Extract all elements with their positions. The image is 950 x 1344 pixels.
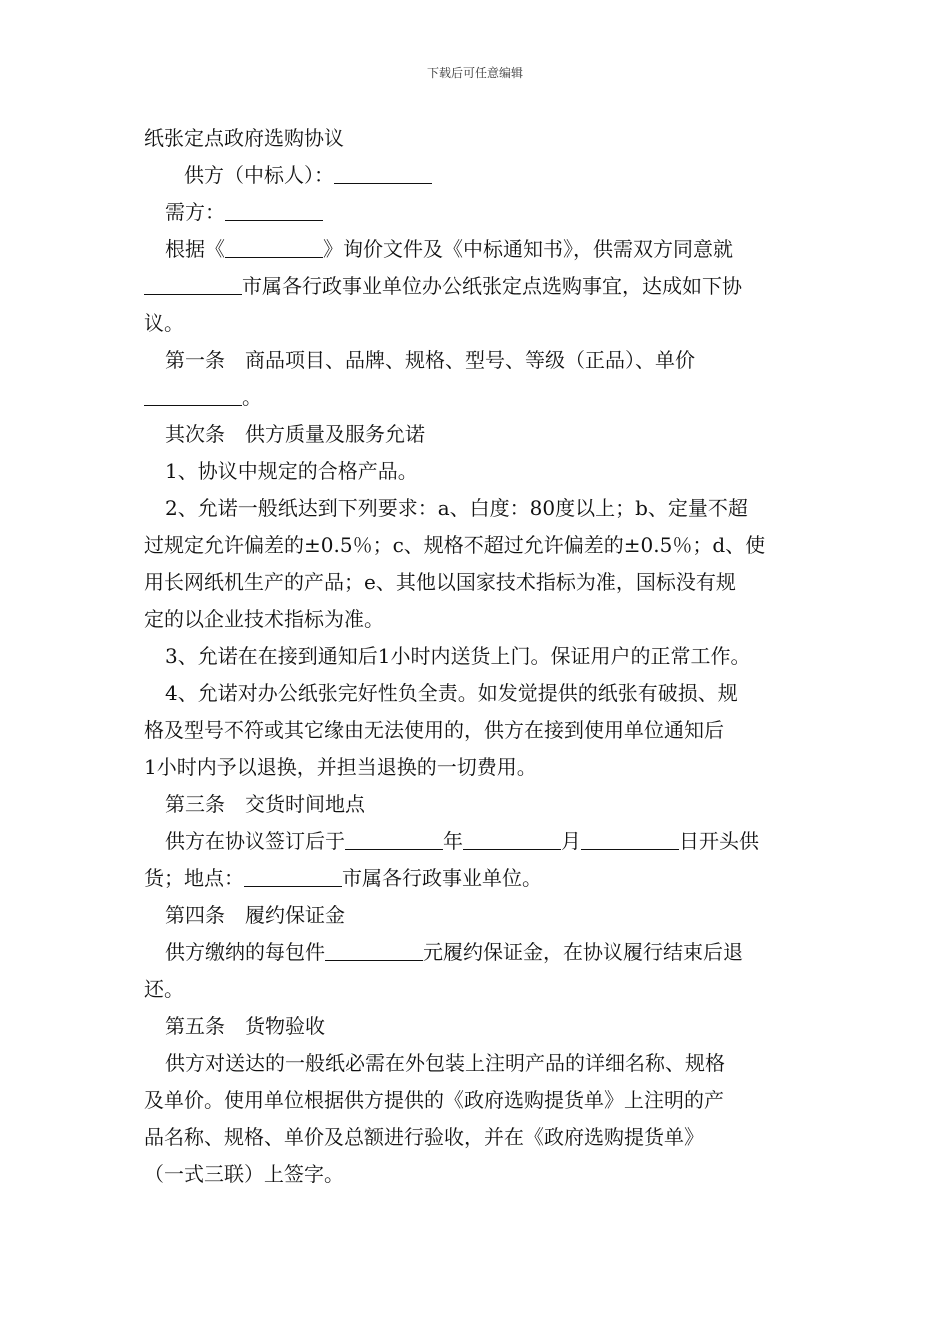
document-title: 纸张定点政府选购协议 [144, 126, 344, 150]
text-span: 货；地点： [144, 866, 244, 890]
article-number: 第一条 [165, 348, 225, 372]
article-number: 第四条 [165, 903, 225, 927]
blank-field [581, 825, 679, 850]
paragraph-line: 过规定允许偏差的±0.5％；c、规格不超过允许偏差的±0.5％；d、使 [144, 533, 766, 557]
paragraph-line [144, 231, 812, 268]
article-1-heading [144, 342, 812, 379]
buyer-line [144, 194, 812, 231]
article-title: 履约保证金 [245, 903, 345, 927]
blank-field [334, 159, 432, 184]
blank-field [144, 381, 242, 406]
document-body [144, 120, 812, 1193]
text-span: 月 [561, 829, 581, 853]
paragraph-line [144, 934, 812, 971]
article-3-heading [144, 786, 812, 823]
text-span: 》询价文件及《中标通知书》，供需双方同意就 [323, 237, 733, 261]
article-2-heading [144, 416, 812, 453]
buyer-label: 需方： [165, 200, 225, 224]
text-span: 元履约保证金，在协议履行结束后退 [423, 940, 743, 964]
blank-field [325, 936, 423, 961]
supplier-line [144, 157, 812, 194]
article-number: 第五条 [165, 1014, 225, 1038]
paragraph-line: 1小时内予以退换，并担当退换的一切费用。 [144, 755, 537, 779]
article-5-heading [144, 1008, 812, 1045]
blank-field [463, 825, 561, 850]
article-title: 货物验收 [245, 1014, 325, 1038]
paragraph-line: （一式三联）上签字。 [144, 1162, 344, 1186]
text-span: 年 [443, 829, 463, 853]
paragraph-line [144, 860, 812, 897]
article-title: 交货时间地点 [245, 792, 365, 816]
blank-field [225, 196, 323, 221]
paragraph-line: 及单价。使用单位根据供方提供的《政府选购提货单》上注明的产 [144, 1088, 724, 1112]
paragraph-line: 用长网纸机生产的产品；e、其他以国家技术指标为准，国标没有规 [144, 570, 736, 594]
blank-field [244, 862, 342, 887]
text-span: 根据《 [165, 237, 225, 261]
article-title: 供方质量及服务允诺 [245, 422, 425, 446]
paragraph-line [144, 379, 812, 416]
list-item: 2、允诺一般纸达到下列要求：a、白度：80度以上；b、定量不超 [165, 496, 748, 520]
paragraph-line: 议。 [144, 311, 184, 335]
list-item: 4、允诺对办公纸张完好性负全责。如发觉提供的纸张有破损、规 [165, 681, 738, 705]
page-header-note: 下载后可任意编辑 [426, 66, 523, 80]
list-item: 3、允诺在在接到通知后1小时内送货上门。保证用户的正常工作。 [165, 644, 751, 668]
text-span: 供方缴纳的每包件 [165, 940, 325, 964]
blank-field [225, 233, 323, 258]
paragraph-line: 定的以企业技术指标为准。 [144, 607, 384, 631]
text-span: 市属各行政事业单位办公纸张定点选购事宜，达成如下协 [242, 274, 742, 298]
article-number: 其次条 [165, 422, 225, 446]
list-item: 1、协议中规定的合格产品。 [165, 459, 418, 483]
article-4-heading [144, 897, 812, 934]
text-span: 市属各行政事业单位。 [342, 866, 542, 890]
paragraph-line: 供方对送达的一般纸必需在外包装上注明产品的详细名称、规格 [165, 1051, 725, 1075]
blank-field [345, 825, 443, 850]
blank-field [144, 270, 242, 295]
paragraph-line [144, 268, 812, 305]
text-span: 。 [242, 385, 262, 409]
paragraph-line [144, 823, 812, 860]
text-span: 日开头供 [679, 829, 759, 853]
article-number: 第三条 [165, 792, 225, 816]
paragraph-line: 品名称、规格、单价及总额进行验收，并在《政府选购提货单》 [144, 1125, 704, 1149]
paragraph-line: 格及型号不符或其它缘由无法使用的，供方在接到使用单位通知后 [144, 718, 724, 742]
text-span: 供方在协议签订后于 [165, 829, 345, 853]
article-title: 商品项目、品牌、规格、型号、等级（正品）、单价 [245, 348, 695, 372]
supplier-label: 供方（中标人）： [184, 163, 334, 187]
paragraph-line: 还。 [144, 977, 184, 1001]
